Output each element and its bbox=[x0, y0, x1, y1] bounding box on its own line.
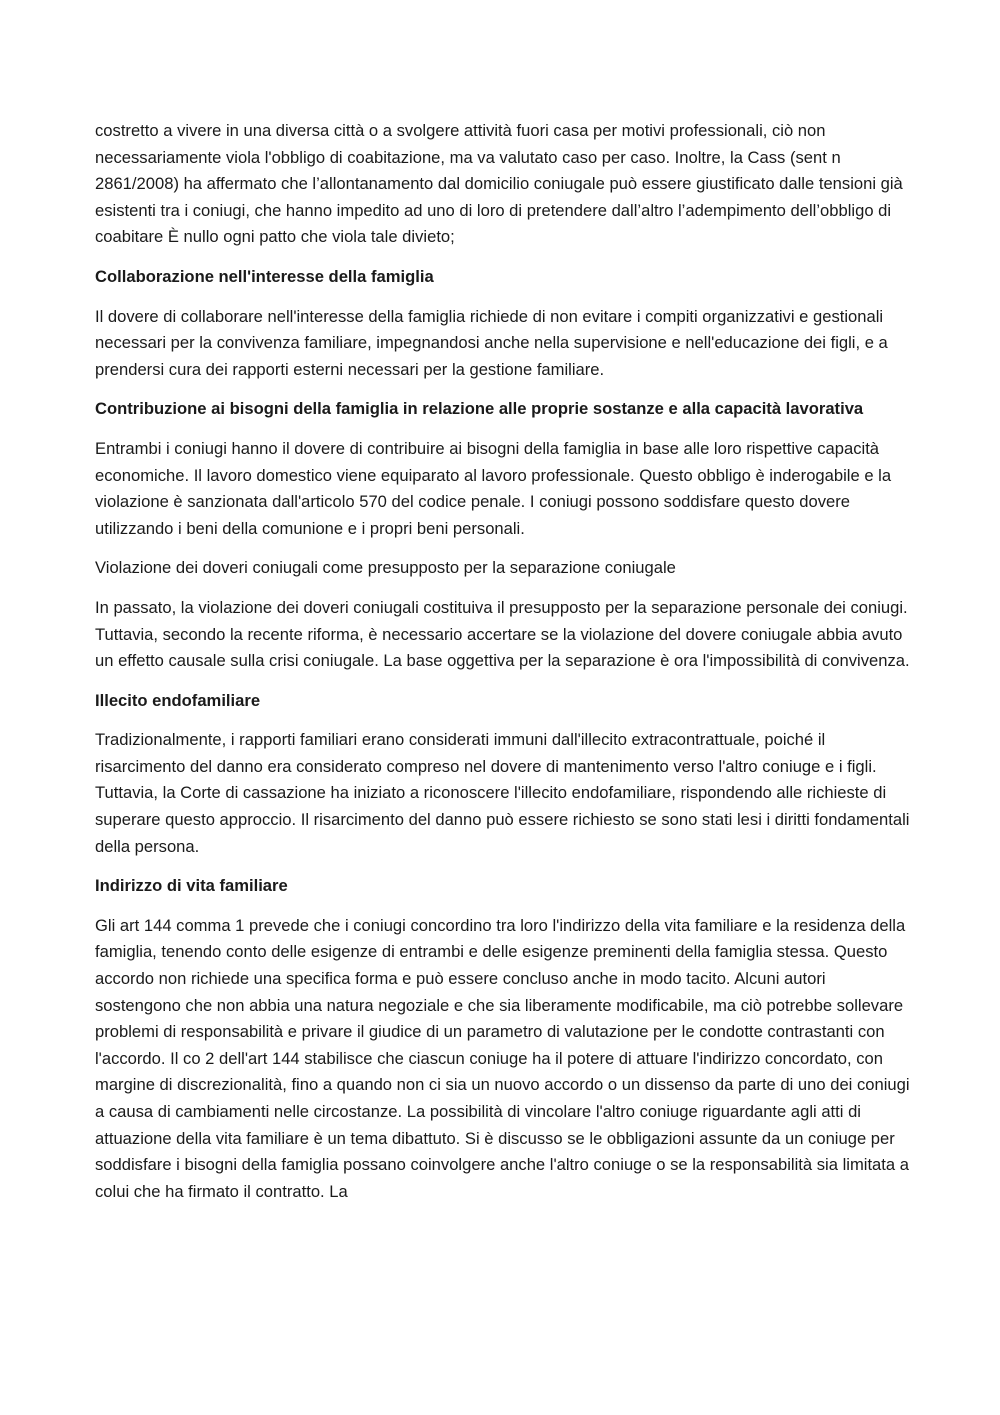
paragraph-contribuzione: Entrambi i coniugi hanno il dovere di contribuire ai bisogni della famiglia in base alle loro rispettive capacità economiche. Il lavoro domestico viene equiparato al lavoro professionale. Questo obbligo è inderogabile e la violazione è sanzionata dall'articolo 570 del codice penale. I coniugi possono soddisfare questo dovere utilizzando i beni della comunione e i propri beni personali. bbox=[95, 438, 892, 538]
paragraph-indirizzo-vita-familiare: Gli art 144 comma 1 prevede che i coniugi concordino tra loro l'indirizzo della vita familiare e la residenza della famiglia, tenendo conto delle esigenze di entrambi e delle esigenze preminenti della famiglia stessa. Questo accordo non richiede una specifica forma e può essere concluso anche in modo tacito. Alcuni autori sostengono che non abbia una natura negoziale e che sia liberamente modificabile, ma ciò potrebbe sollevare problemi di responsabilità e privare il giudice di un parametro di valutazione per le condotte contrastanti con l'accordo. Il co 2 dell'art 144 stabilisce che ciascun coniuge ha il potere di attuare l'indirizzo concordato, con margine di discrezionalità, fino a quando non ci sia un nuovo accordo o un dissenso da parte di uno dei coniugi a causa di cambiamenti nelle circostanze. La possibilità di vincolare l'altro coniuge riguardante agli atti di attuazione della vita familiare è un tema dibattuto. Si è discusso se le obbligazioni assunte da un coniuge per soddisfare i bisogni della famiglia possano coinvolgere anche l'altro coniuge o se la responsabilità sia limitata a colui che ha firmato il contratto. La bbox=[95, 915, 910, 1201]
paragraph-violazione: In passato, la violazione dei doveri coniugali costituiva il presupposto per la separazione personale dei coniugi. Tuttavia, secondo la recente riforma, è necessario accertare se la violazione del dovere coniugale abbia avuto un effetto causale sulla crisi coniugale. La base oggettiva per la separazione è ora l'impossibilità di convivenza. bbox=[95, 597, 910, 671]
heading-illecito-endofamiliare: Illecito endofamiliare bbox=[95, 690, 261, 710]
heading-contribuzione: Contribuzione ai bisogni della famiglia in relazione alle proprie sostanze e alla capacità lavorativa bbox=[95, 399, 864, 419]
document-page bbox=[95, 118, 910, 1218]
heading-indirizzo-vita-familiare: Indirizzo di vita familiare bbox=[95, 876, 288, 896]
paragraph-violazione-title: Violazione dei doveri coniugali come presupposto per la separazione coniugale bbox=[95, 558, 676, 578]
paragraph-collaborazione: Il dovere di collaborare nell'interesse della famiglia richiede di non evitare i compiti organizzativi e gestionali necessari per la convivenza familiare, impegnandosi anche nella supervisione e nell'educazione dei figli, e a prendersi cura dei rapporti esterni necessari per la gestione familiare. bbox=[95, 306, 888, 379]
paragraph-coabitazione: costretto a vivere in una diversa città o a svolgere attività fuori casa per motivi professionali, ciò non necessariamente viola l'obbligo di coabitazione, ma va valutato caso per caso. Inoltre, la Cass (sent n 2861/2008) ha affermato che l’allontanamento dal domicilio coniugale può essere giustificato dalle tensioni già esistenti tra i coniugi, che hanno impedito ad uno di loro di pretendere dall’altro l’adempimento dell’obbligo di coabitare È nullo ogni patto che viola tale divieto; bbox=[95, 121, 903, 247]
heading-collaborazione: Collaborazione nell'interesse della famiglia bbox=[95, 266, 434, 286]
paragraph-illecito-endofamiliare: Tradizionalmente, i rapporti familiari erano considerati immuni dall'illecito extracontrattuale, poiché il risarcimento del danno era considerato compreso nel dovere di mantenimento verso l'altro coniuge e i figli. Tuttavia, la Corte di cassazione ha iniziato a riconoscere l'illecito endofamiliare, rispondendo alle richieste di superare questo approccio. Il risarcimento del danno può essere richiesto se sono stati lesi i diritti fondamentali della persona. bbox=[95, 730, 910, 856]
